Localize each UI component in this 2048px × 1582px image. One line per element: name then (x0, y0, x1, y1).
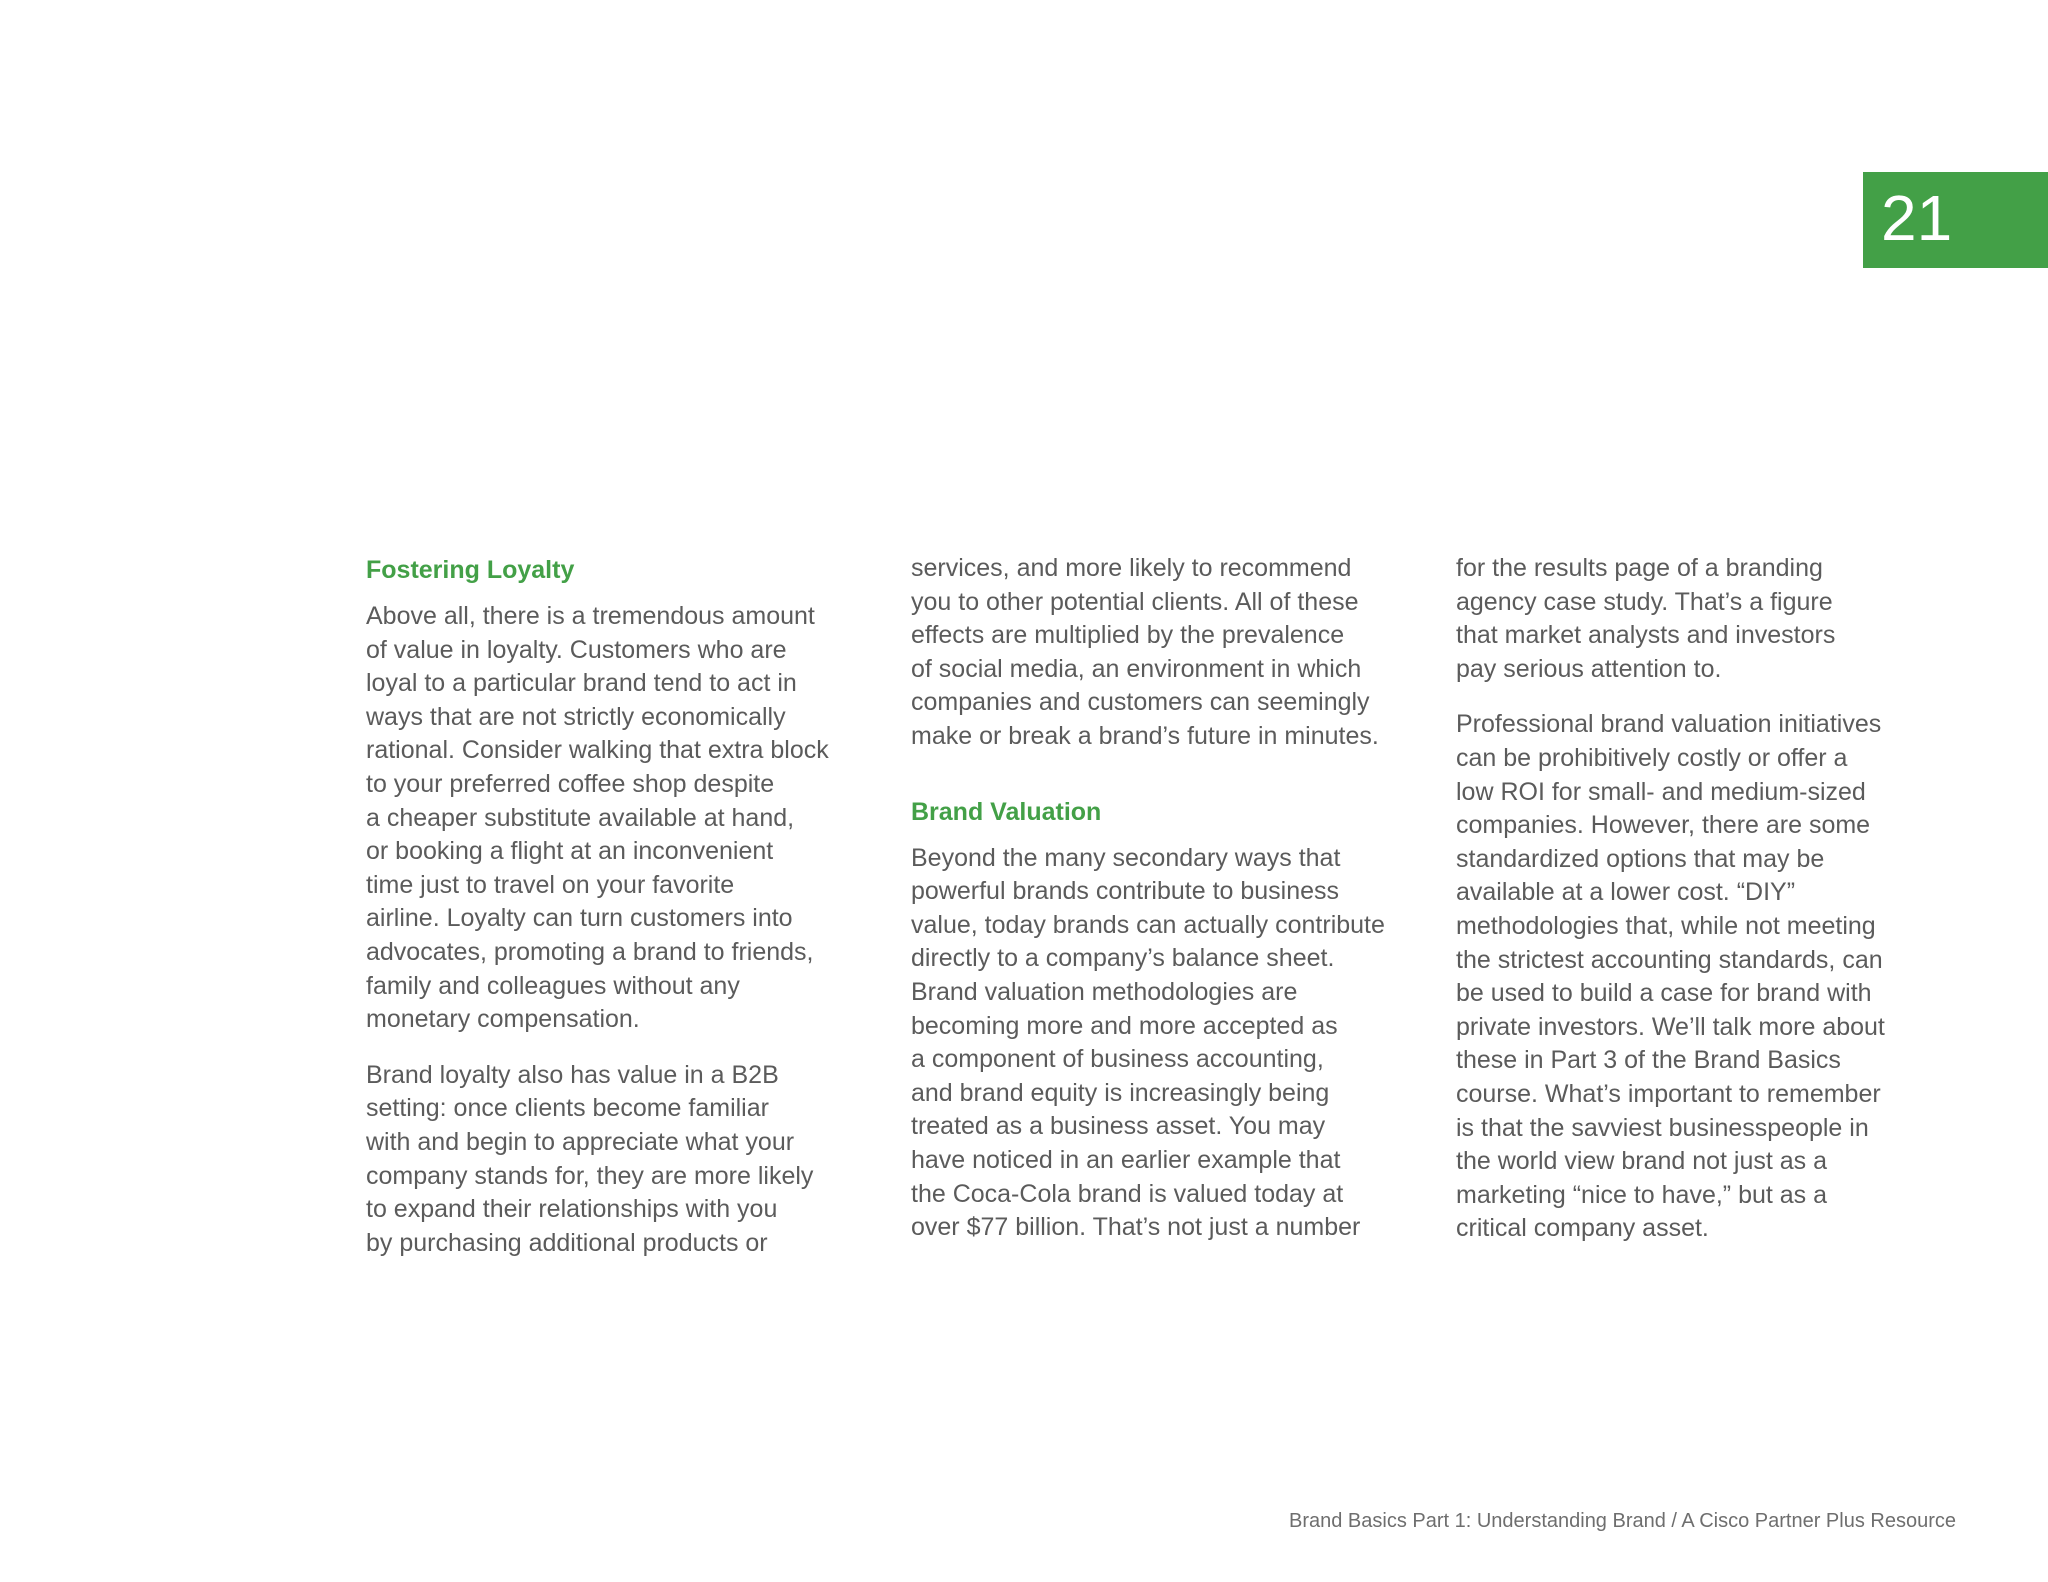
page-footer: Brand Basics Part 1: Understanding Brand / A Cisco Partner Plus Resource (1288, 1510, 1956, 1532)
paragraph-continuation: services, and more likely to recommend you to other potential clients. All of these effects are multiplied by the prevalence of social media, an environment in which companies and customers can seemingly make or break a brand’s future in minutes. (911, 554, 1379, 750)
section-heading-fostering-loyalty: Fostering Loyalty (366, 556, 575, 584)
text-column-3 (1456, 552, 1971, 1268)
paragraph: Above all, there is a tremendous amount of value in loyalty. Customers who are loyal to a particular brand tend to act in ways that are not strictly economically rational. Consider walking that extra block to your preferred coffee shop despite a cheaper substitute available at hand, or booking a flight at an inconvenient time just to travel on your favorite airline. Loyalty can turn customers into advocates, promoting a brand to friends, family and colleagues without any monetary compensation. (366, 602, 829, 1034)
section-heading-brand-valuation: Brand Valuation (911, 797, 1102, 826)
paragraph: for the results page of a branding agency case study. That’s a figure that market analysts and investors pay serious attention to. (1456, 554, 1836, 683)
paragraph: Professional brand valuation initiatives can be prohibitively costly or offer a low ROI for small- and medium-sized companies. However, there are some standardized options that may be available at a lower cost. “DIY” methodologies that, while not meeting the strictest accounting standards, can be used to build a case for brand with private investors. We’ll talk more about these in Part 3 of the Brand Basics course. What’s important to remember is that the savviest businesspeople in the world view brand not just as a marketing “nice to have,” but as a critical company asset. (1456, 710, 1885, 1243)
paragraph: Beyond the many secondary ways that powerful brands contribute to business value, today brands can actually contribute directly to a company’s balance sheet. Brand valuation methodologies are becoming more and more accepted as a component of business accounting, and brand equity is increasingly being treated as a business asset. You may have noticed in an earlier example that the Coca-Cola brand is valued today at over $77 billion. That’s not just a number (911, 843, 1385, 1242)
page-number-tab (1863, 172, 2048, 268)
text-column-2 (911, 552, 1426, 1267)
paragraph: Brand loyalty also has value in a B2B setting: once clients become familiar with and begin to appreciate what your company stands for, they are more likely to expand their relationships with you by purchasing additional products or (366, 1060, 814, 1257)
text-column-1 (366, 552, 881, 1282)
page-number: 21 (1881, 182, 1953, 254)
